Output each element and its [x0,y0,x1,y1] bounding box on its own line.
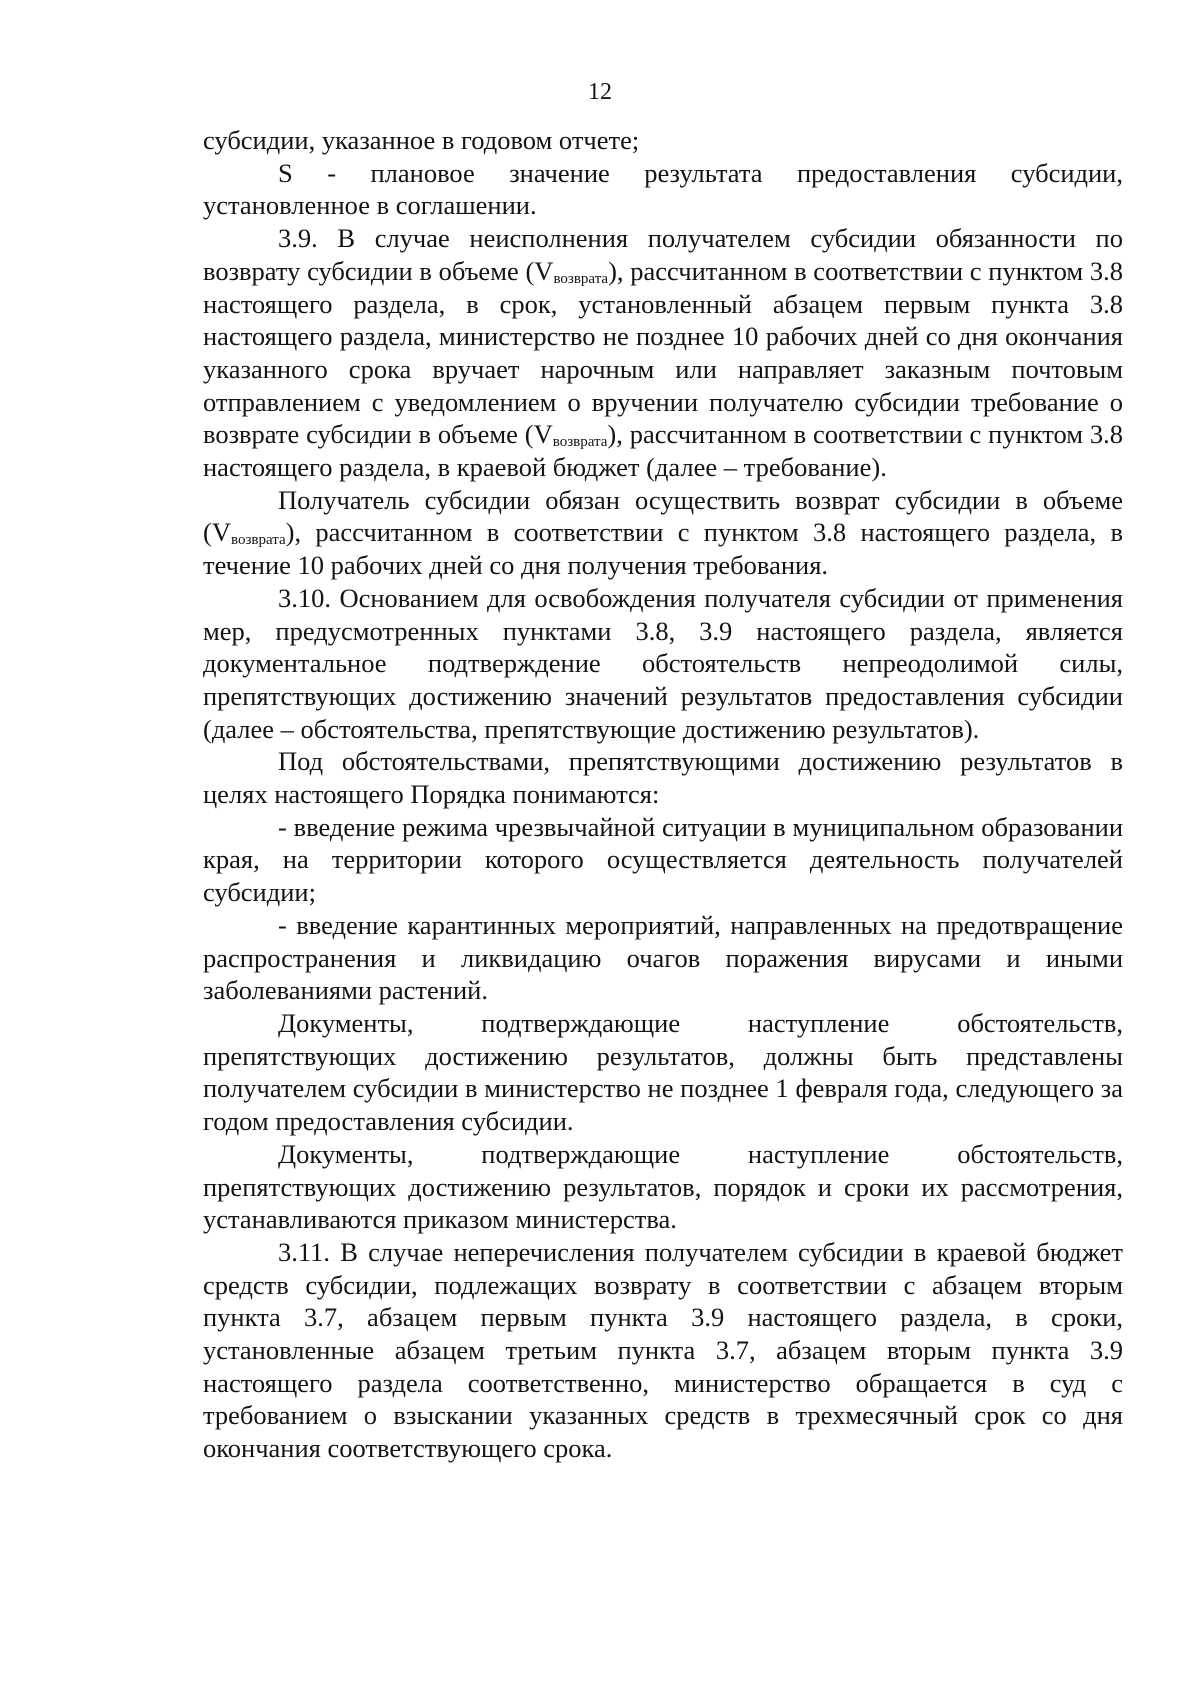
text-run: Под обстоятельствами, препятствующими достижению результатов в целях настоящего Порядка понимаются: [203,746,1123,810]
text-run: субсидии, указанное в годовом отчете; [203,125,640,155]
paragraph-documents-deadline [203,1007,1123,1138]
paragraph-return-obligation [203,484,1123,582]
list-item-quarantine-measures [203,909,1123,1007]
text-run: Получатель субсидии обязан осуществить возврат субсидии в объеме (V [203,484,1123,548]
text-run: 3.10. Основанием для освобождения получателя субсидии от применения мер, предусмотренных пунктами 3.8, 3.9 настоящего раздела, является документальное подтверждение обстоятельств непреодолимой силы, препятствующих достижению значений результатов предоставления субсидии (далее – обстоятельства, препятствующие достижению результатов). [203,582,1123,744]
text-run: - введение карантинных мероприятий, направленных на предотвращение распространения и ликвидацию очагов поражения вирусами и иными заболеваниями растений. [203,909,1123,1006]
subscript: возврата [552,434,608,451]
list-item-emergency-regime [203,811,1123,909]
text-run: Документы, подтверждающие наступление обстоятельств, препятствующих достижению результатов, должны быть представлены получателем субсидии в министерство не позднее 1 февраля года, следующего за годом предоставления субсидии. [203,1007,1123,1137]
subscript: возврата [230,532,286,549]
paragraph-3-11 [203,1236,1123,1465]
text-run: 3.11. В случае неперечисления получателем субсидии в краевой бюджет средств субсидии, подлежащих возврату в соответствии с абзацем вторым пункта 3.7, абзацем первым пункта 3.9 настоящего раздела, в сроки, установленные абзацем третьим пункта 3.7, абзацем вторым пункта 3.9 настоящего раздела соответственно, министерство обращается в суд с требованием о взыскании указанных средств в трехмесячный срок со дня окончания соответствующего срока. [203,1236,1123,1464]
paragraph-circumstances-intro [203,745,1123,810]
document-body [203,124,1123,1465]
paragraph-3-9 [203,222,1123,484]
page-number: 12 [588,79,612,105]
text-run: ), рассчитанном в соответствии с пунктом 3.8 настоящего раздела, в срок, установленный абзацем первым пункта 3.8 настоящего раздела, министерство не позднее 10 рабочих дней со дня окончания указанного срока вручает нарочным или направляет заказным почтовым отправлением с уведомлением о вручении получателю субсидии требование о возврате субсидии в объеме (V [203,255,1124,450]
text-run: - введение режима чрезвычайной ситуации в муниципальном образовании края, на территории которого осуществляется деятельность получателей субсидии; [203,811,1123,908]
text-run: Документы, подтверждающие наступление обстоятельств, препятствующих достижению результатов, порядок и сроки их рассмотрения, устанавливаются приказом министерства. [203,1138,1123,1235]
text-run: ), рассчитанном в соответствии с пунктом 3.8 настоящего раздела, в краевой бюджет (далее – требование). [203,419,1123,483]
text-run: 3.9. В случае неисполнения получателем субсидии обязанности по возврату субсидии в объеме (V [203,223,1123,286]
paragraph-documents-procedure [203,1138,1123,1236]
paragraph-s-definition [203,157,1123,222]
paragraph-subsidy-report [203,124,1123,157]
subscript: возврата [553,270,609,287]
paragraph-3-10 [203,582,1123,746]
text-run: ), рассчитанном в соответствии с пунктом 3.8 настоящего раздела, в течение 10 рабочих дней со дня получения требования. [203,517,1123,581]
text-run: S - плановое значение результата предоставления субсидии, установленное в соглашении. [203,157,1123,221]
